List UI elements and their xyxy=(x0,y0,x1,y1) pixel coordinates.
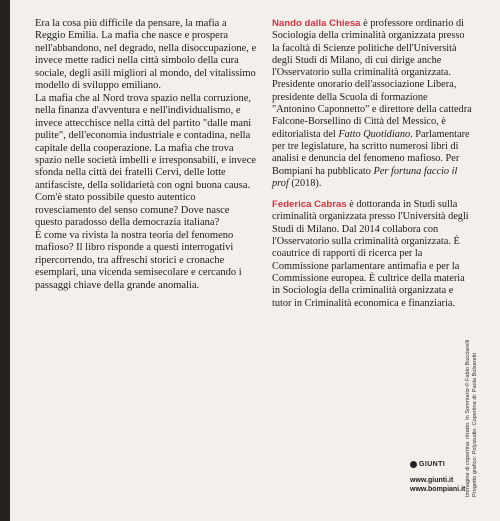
publisher-logo-text: GIUNTI xyxy=(419,461,446,468)
credits-line: Progetto grafico: Polystudio. Copertina di: Paola Bolsaretti xyxy=(472,353,478,497)
back-cover-blurb xyxy=(35,18,257,292)
book-spine-edge xyxy=(0,0,10,521)
author-bios xyxy=(272,18,472,310)
bio-text: è professore ordinario di Sociologia della criminalità organizzata presso la facoltà di Scienze politiche dell'Università degli Studi di Milano, di cui dirige anche l'Osservatorio sulla criminalità organizzata. Presidente onorario dell'associazione Libera, presidente della Scuola di formazione "Antonino Caponnetto" e direttore della cattedra Falcone-Borsellino di Città del Messico, è editorialista del xyxy=(272,18,472,140)
author-name: Federica Cabras xyxy=(272,199,347,211)
blurb-paragraph: La mafia che al Nord trova spazio nella corruzione, nella finanza d'avventura e nell'individualismo, e invece attecchisce nella città del partito "dalle mani pulite", dell'economia industriale e contadina, nella capitale della cooperazione. La mafia che trova spazio nelle società imbelli e irresponsabili, e invece sfonda nella città dei fratelli Cervi, delle lotte antifasciste, della solidarietà con ogni buona causa. xyxy=(35,92,257,191)
author-bio-cabras xyxy=(272,199,472,310)
publisher-url: www.giunti.it xyxy=(410,477,454,484)
blurb-paragraph: Era la cosa più difficile da pensare, la mafia a Reggio Emilia. La mafia che nasce e prospera nell'abbandono, nel degrado, nella disoccupazione, e invece mette radici nella città simbolo della cura sociale, degli asili migliori al mondo, del vitalissimo modello di sviluppo emiliano. xyxy=(35,18,257,92)
cover-credits xyxy=(465,339,493,497)
author-bio-dalla-chiesa xyxy=(272,18,472,190)
bio-text: (2018). xyxy=(288,177,322,189)
bio-text: è dottoranda in Studi sulla criminalità organizzata presso l'Università degli Studi di Milano. Dal 2014 collabora con l'Osservatorio sulla criminalità organizzata. È coautrice di rapporti di ricerca per la Commissione parlamentare antimafia e per la Commissione europea. È cultrice della materia in Sociologia della criminalità organizzata e tutor in Criminalità economica e finanziaria. xyxy=(272,199,469,309)
blurb-paragraph: È come va rivista la nostra teoria del fenomeno mafioso? Il libro risponde a questi interrogativi ripercorrendo, tra affreschi storici e cronache esemplari, una vicenda semisecolare e cercando i passaggi chiave della grande anomalia. xyxy=(35,229,242,291)
book-title: Per fortuna faccio il prof xyxy=(272,165,458,189)
newspaper-title: Fatto Quotidiano xyxy=(338,128,411,140)
credits-line: Immagine di copertina: ritratto. In Sommario © Fabio Bucciarelli xyxy=(465,339,471,497)
giunti-logo-icon xyxy=(410,461,417,468)
publisher-logo xyxy=(410,461,445,468)
publisher-url: www.bompiani.it xyxy=(410,486,466,493)
bio-text: . Parlamentare per tre legislature, ha scritto numerosi libri di analisi e denuncia del fenomeno mafioso. Per Bompiani ha pubblicato xyxy=(272,128,470,177)
blurb-paragraph: Com'è stato possibile questo autentico rovesciamento del senso comune? Dove nasce questo paradosso della democrazia italiana? xyxy=(35,192,230,229)
publisher-urls xyxy=(410,476,465,494)
author-name: Nando dalla Chiesa xyxy=(272,18,361,29)
